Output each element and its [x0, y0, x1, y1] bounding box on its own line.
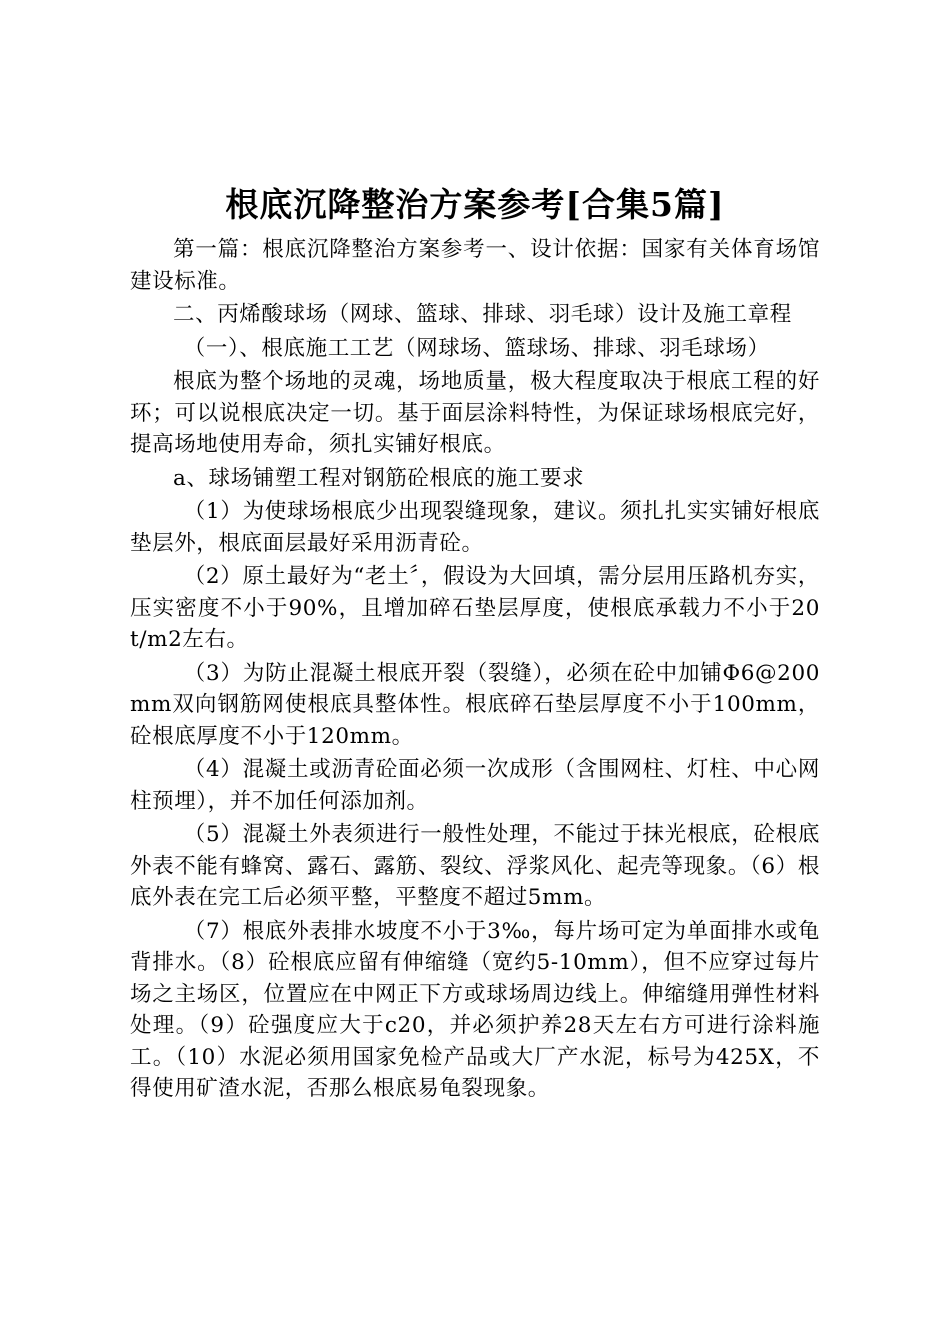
paragraph-requirement-5-6: （5）混凝土外表须进行一般性处理，不能过于抹光根底，砼根底外表不能有蜂窝、露石、露筋、裂纹、浮浆风化、起壳等现象。（6）根底外表在完工后必须平整，平整度不超过5mm。 — [130, 822, 820, 910]
paragraph-requirement-1: （1）为使球场根底少出现裂缝现象，建议。须扎扎实实铺好根底垫层外，根底面层最好采用沥青砼。 — [130, 499, 820, 556]
paragraph-intro: 第一篇：根底沉降整治方案参考一、设计依据：国家有关体育场馆建设标准。 — [130, 237, 820, 294]
paragraph-requirement-7-10: （7）根底外表排水坡度不小于3‰，每片场可定为单面排水或龟背排水。（8）砼根底应留有伸缩缝（宽约5-10mm），但不应穿过每片场之主场区，位置应在中网正下方或球场周边线上。伸缩缝用弹性材料处理。（9）砼强度应大于c20，并必须护养28天左右方可进行涂料施工。（10）水泥必须用国家免检产品或大厂产水泥，标号为425X，不得使用矿渣水泥，否那么根底易龟裂现象。 — [130, 918, 820, 1101]
document-body — [130, 234, 820, 1107]
document-title: 根底沉降整治方案参考[合集5篇] — [225, 185, 725, 224]
paragraph-requirement-3: （3）为防止混凝土根底开裂（裂缝），必须在砼中加铺Φ6@200mm双向钢筋网使根底具整体性。根底碎石垫层厚度不小于100mm，砼根底厚度不小于120mm。 — [130, 660, 820, 749]
paragraph-requirement-2: （2）原土最好为“老土〞，假设为大回填，需分层用压路机夯实，压实密度不小于90%，且增加碎石垫层厚度，使根底承载力不小于20t/m2左右。 — [130, 564, 820, 652]
paragraph-requirements-heading: a、球场铺塑工程对钢筋砼根底的施工要求 — [173, 465, 585, 491]
paragraph-subsection-1-heading: （一）、根底施工工艺（网球场、篮球场、排球、羽毛球场） — [183, 335, 770, 361]
paragraph-section-2-heading: 二、丙烯酸球场（网球、篮球、排球、羽毛球）设计及施工章程 — [173, 302, 792, 327]
paragraph-foundation-overview: 根底为整个场地的灵魂，场地质量，极大程度取决于根底工程的好环；可以说根底决定一切。基于面层涂料特性，为保证球场根底完好，提高场地使用寿命，须扎实铺好根底。 — [130, 369, 820, 457]
paragraph-requirement-4: （4）混凝土或沥青砼面必须一次成形（含围网柱、灯柱、中心网柱预埋），并不加任何添加剂。 — [130, 757, 820, 814]
